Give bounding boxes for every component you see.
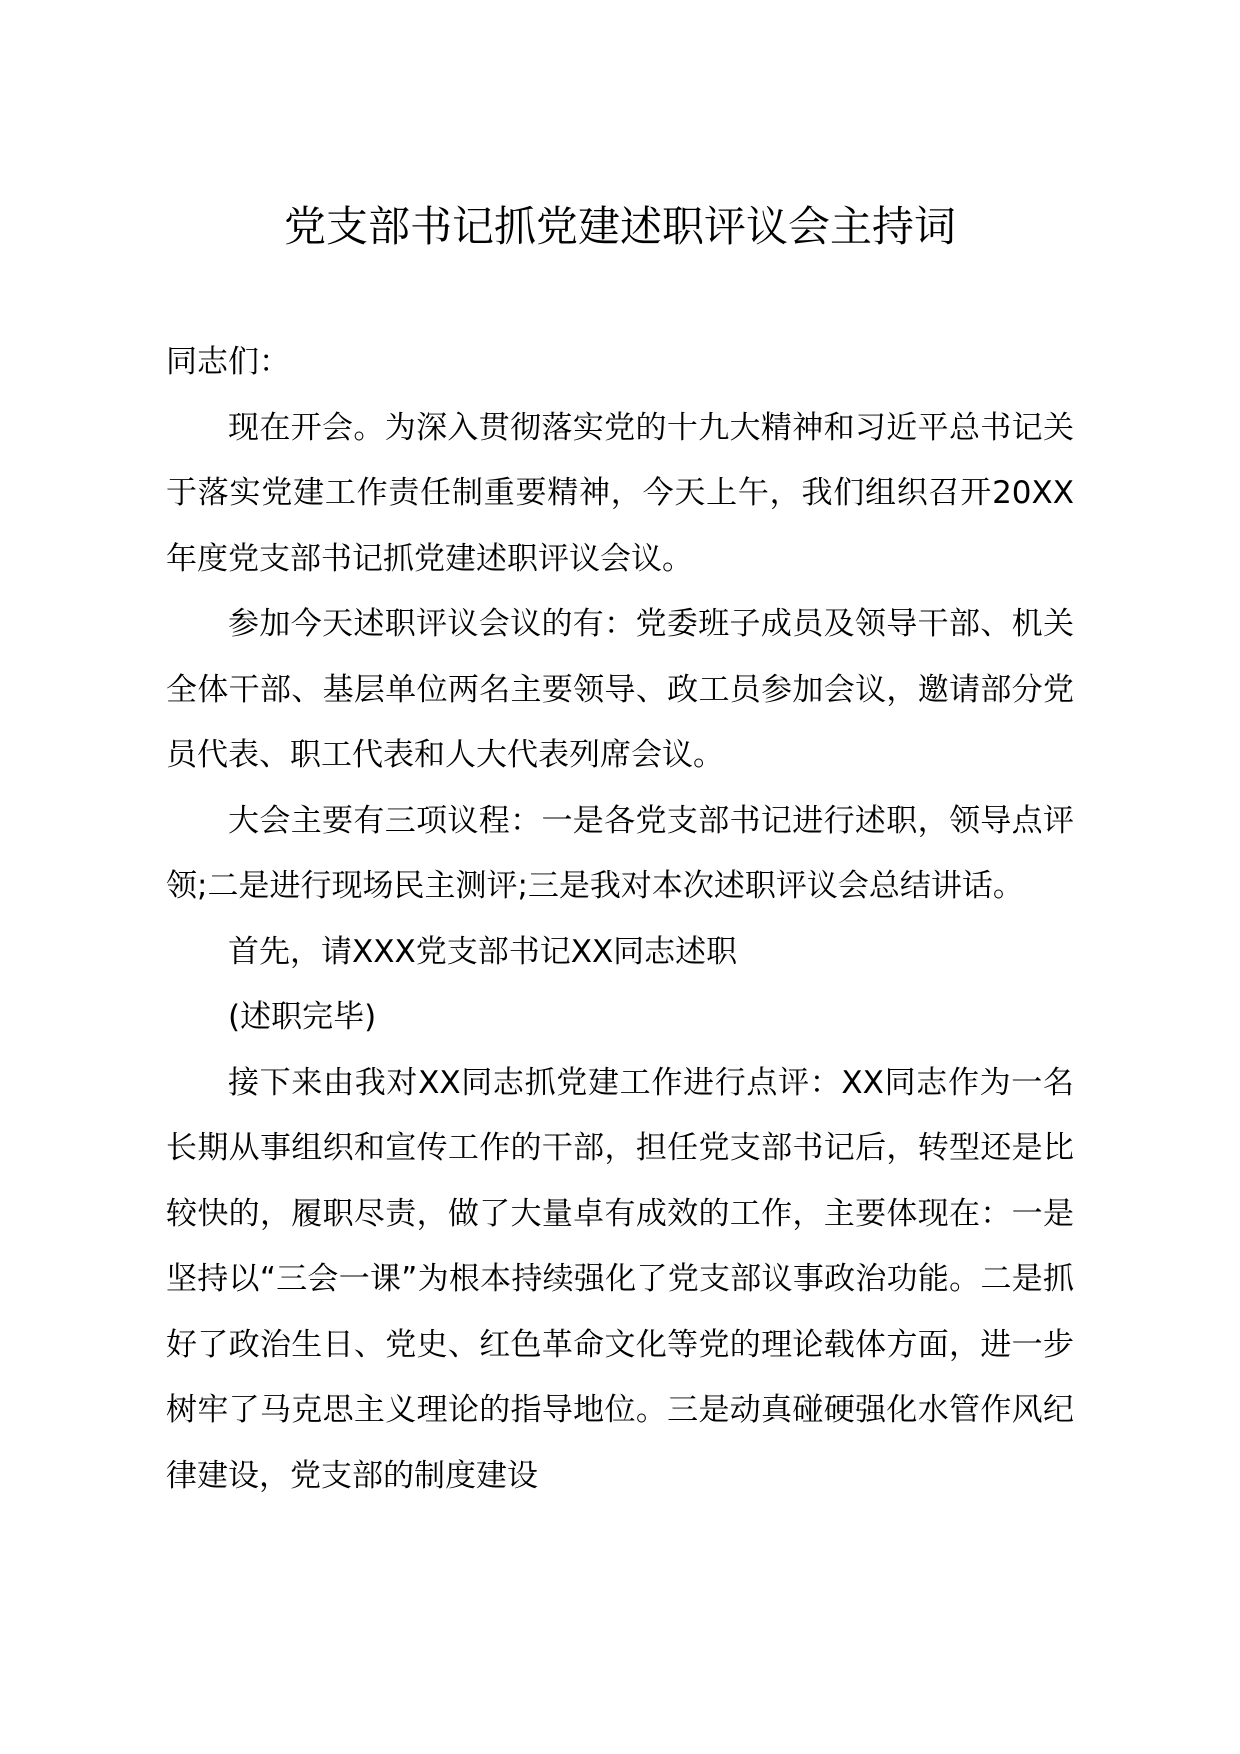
document-title: 党支部书记抓党建述职评议会主持词 [283, 202, 956, 251]
paragraph-first-report: 首先，请XXX党支部书记XX同志述职 [228, 933, 738, 970]
paragraph-opening: 现在开会。为深入贯彻落实党的十九大精神和习近平总书记关于落实党建工作责任制重要精神，今天上午，我们组织召开20XX年度党支部书记抓党建述职评议会议。 [166, 409, 1074, 577]
paragraph-agenda: 大会主要有三项议程：一是各党支部书记进行述职，领导点评领;二是进行现场民主测评;三是我对本次述职评议会总结讲话。 [166, 802, 1074, 904]
paragraph-attendees: 参加今天述职评议会议的有：党委班子成员及领导干部、机关全体干部、基层单位两名主要领导、政工员参加会议，邀请部分党员代表、职工代表和人大代表列席会议。 [166, 606, 1074, 773]
paragraph-comment: 接下来由我对XX同志抓党建工作进行点评：XX同志作为一名长期从事组织和宣传工作的干部，担任党支部书记后，转型还是比较快的，履职尽责，做了大量卓有成效的工作，主要体现在：一是坚持以“三会一课”为根本持续强化了党支部议事政治功能。二是抓好了政治生日、党史、红色革命文化等党的理论载体方面，进一步树牢了马克思主义理论的指导地位。三是动真碰硬强化水管作风纪律建设，党支部的制度建设 [166, 1064, 1074, 1494]
paragraph-report-complete: (述职完毕) [228, 999, 377, 1035]
document-body [166, 330, 1074, 1509]
salutation: 同志们： [166, 344, 290, 380]
